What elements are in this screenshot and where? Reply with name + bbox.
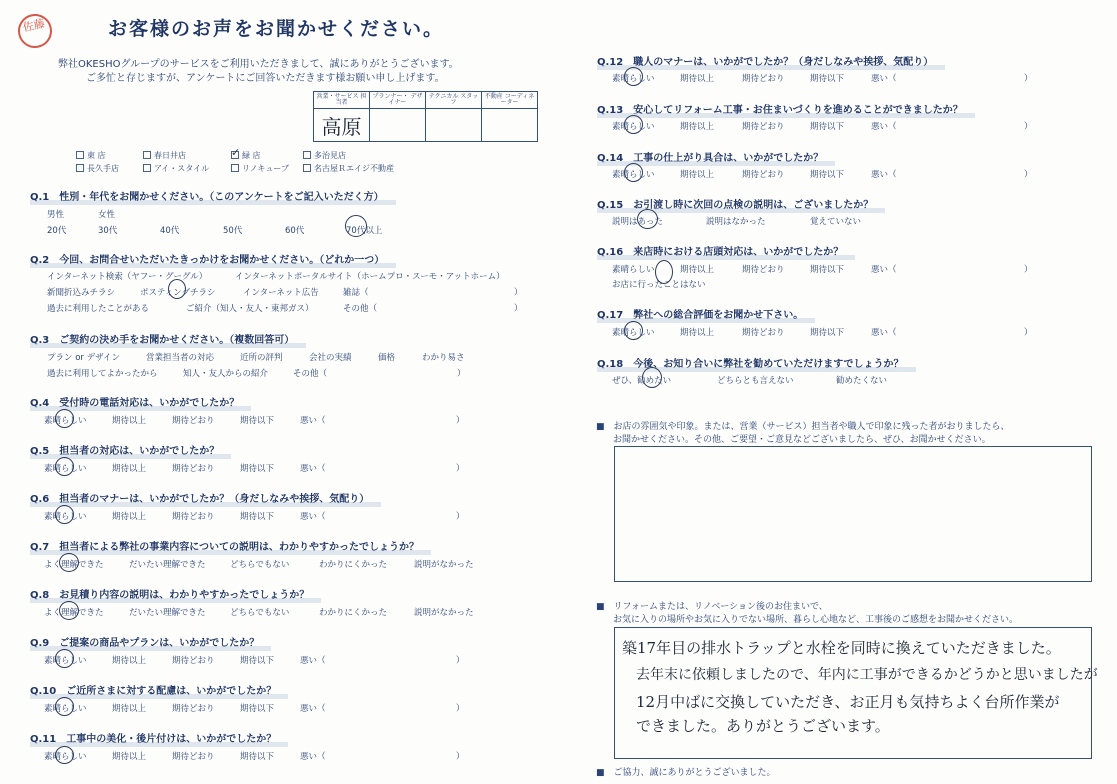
- checkbox[interactable]: [76, 151, 84, 159]
- q7-option-mostly[interactable]: だいたい理解できた: [129, 560, 206, 570]
- q1-gender-male[interactable]: 男性: [47, 210, 65, 220]
- question-q10: Q.10 ご近所さまに対する配慮は、いかがでしたか？: [30, 682, 276, 697]
- q2-option-search[interactable]: インターネット検索（ヤフー・グーグル）: [47, 272, 208, 282]
- q13-close-paren: ）: [1024, 122, 1033, 132]
- q8-option-mostly[interactable]: だいたい理解できた: [129, 608, 206, 618]
- intro-line-2: ご多忙と存じますが、アンケートにご回答いただきます様お願い申し上げます。: [86, 73, 445, 84]
- checkbox[interactable]: [76, 164, 84, 172]
- answer-circle-mark: [655, 260, 673, 284]
- q11-close-paren: ）: [456, 752, 465, 762]
- q3-option-clarity[interactable]: わかり易さ: [422, 353, 465, 363]
- store-option-tajimi[interactable]: 多治見店: [303, 150, 346, 161]
- answer-circle-mark: [55, 409, 74, 428]
- handwritten-line-2: 去年末に依頼しましたので、年内に工事ができるかどうかと思いましたが: [636, 667, 1098, 683]
- q6-rating-bad[interactable]: 悪い（: [300, 512, 326, 522]
- q14-close-paren: ）: [1024, 170, 1033, 180]
- q6-rating-excellent[interactable]: 素晴らしい: [44, 512, 87, 522]
- answer-circle-mark: [624, 163, 643, 182]
- q7-option-neither[interactable]: どちらでもない: [230, 560, 290, 570]
- q2-other-close-paren: ）: [514, 304, 523, 314]
- question-q13: Q.13 安心してリフォーム工事・お住まいづくりを進めることができましたか？: [597, 101, 963, 116]
- q11-rating-as-expected[interactable]: 期待どおり: [172, 752, 215, 762]
- answer-circle-mark: [59, 553, 79, 572]
- q7-option-understood[interactable]: よく理解できた: [44, 560, 104, 570]
- store-option-nagoya-rage[interactable]: 名古屋Ｒエイジ不動産: [303, 163, 394, 174]
- question-q15: Q.15 お引渡し時に次回の点検の説明は、ございましたか？: [597, 196, 873, 211]
- staff-header-realestate: 不動産 コーディネーター: [482, 92, 538, 109]
- q4-rating-above[interactable]: 期待以上: [112, 416, 147, 426]
- answer-circle-mark: [624, 115, 643, 134]
- q2-option-portal[interactable]: インターネットポータルサイト（ホームプロ・スーモ・アットホーム）: [235, 272, 505, 282]
- question-q8: Q.8 お見積り内容の説明は、わかりやすかったでしょうか？: [30, 586, 309, 601]
- q14-rating-excellent[interactable]: 素晴らしい: [612, 170, 655, 180]
- question-q5: Q.5 担当者の対応は、いかがでしたか？: [30, 442, 219, 457]
- q13-rating-below[interactable]: 期待以下: [810, 122, 845, 132]
- comments2-heading: ■ リフォームまたは、リノベーション後のお住まいで、: [596, 602, 828, 612]
- q14-rating-bad[interactable]: 悪い（: [871, 170, 897, 180]
- q11-rating-above[interactable]: 期待以上: [112, 752, 147, 762]
- checkbox[interactable]: [303, 164, 311, 172]
- question-q4: Q.4 受付時の電話対応は、いかがでしたか？: [30, 394, 239, 409]
- q10-rating-excellent[interactable]: 素晴らしい: [44, 704, 87, 714]
- q11-rating-excellent[interactable]: 素晴らしい: [44, 752, 87, 762]
- answer-circle-mark: [55, 697, 74, 716]
- staff-table: [313, 91, 538, 142]
- q16-rating-above[interactable]: 期待以上: [680, 265, 715, 275]
- q2-option-web-ad[interactable]: インターネット広告: [243, 288, 319, 298]
- handwritten-line-3: 12月中ばに交換していただき、お正月も気持ちよく台所作業が: [636, 693, 1060, 711]
- q4-rating-below[interactable]: 期待以下: [240, 416, 275, 426]
- q7-option-none[interactable]: 説明がなかった: [414, 560, 474, 570]
- question-q16: Q.16 来店時における店頭対応は、いかがでしたか？: [597, 243, 843, 258]
- answer-circle-mark: [345, 215, 367, 237]
- q13-rating-above[interactable]: 期待以上: [680, 122, 715, 132]
- q7-option-unclear[interactable]: わかりにくかった: [319, 560, 388, 570]
- question-q12: Q.12 職人のマナーは、いかがでしたか？（身だしなみや挨拶、気配り）: [597, 53, 933, 68]
- checkbox[interactable]: [143, 151, 151, 159]
- q1-age-70s-plus[interactable]: 70代以上: [346, 226, 383, 236]
- store-option-midori[interactable]: ✓ 緑 店: [231, 146, 261, 160]
- q6-rating-below[interactable]: 期待以下: [240, 512, 275, 522]
- q8-option-understood[interactable]: よく理解できた: [44, 608, 104, 618]
- question-q6: Q.6 担当者のマナーは、いかがでしたか？（身だしなみや挨拶、気配り）: [30, 490, 369, 505]
- q8-option-neither[interactable]: どちらでもない: [230, 608, 290, 618]
- check-mark-icon: ✓: [231, 146, 241, 159]
- q9-rating-excellent[interactable]: 素晴らしい: [44, 656, 87, 666]
- answer-circle-mark: [55, 505, 74, 524]
- checkbox[interactable]: [143, 164, 151, 172]
- q12-rating-above[interactable]: 期待以上: [680, 74, 715, 84]
- q11-rating-below[interactable]: 期待以下: [240, 752, 275, 762]
- checkbox[interactable]: [303, 151, 311, 159]
- q10-close-paren: ）: [456, 704, 465, 714]
- store-option-kasugai[interactable]: 春日井店: [143, 150, 186, 161]
- q13-rating-as-expected[interactable]: 期待どおり: [742, 122, 785, 132]
- answer-circle-mark: [59, 601, 79, 620]
- q17-rating-below[interactable]: 期待以下: [810, 328, 845, 338]
- q3-option-past-good[interactable]: 過去に利用してよかったから: [47, 369, 158, 379]
- seal-stamp: 佐藤: [15, 11, 55, 51]
- q2-option-newspaper[interactable]: 新聞折込みチラシ: [47, 288, 116, 298]
- q1-age-30s[interactable]: 30代: [98, 226, 118, 236]
- q3-option-track-record[interactable]: 会社の実績: [309, 353, 352, 363]
- q1-age-60s[interactable]: 60代: [285, 226, 305, 236]
- q18-option-neutral[interactable]: どちらとも言えない: [717, 376, 794, 386]
- q17-rating-above[interactable]: 期待以上: [680, 328, 715, 338]
- q2-option-other[interactable]: その他（: [343, 304, 378, 314]
- q6-rating-above[interactable]: 期待以上: [112, 512, 147, 522]
- q1-age-20s[interactable]: 20代: [47, 226, 67, 236]
- comments1-subheading: お聞かせください。その他、ご要望・ご意見などございましたら、ぜひ、お聞かせください。: [613, 435, 991, 445]
- answer-circle-mark: [55, 649, 74, 668]
- question-q1: Q.1 性別・年代をお聞かせください。（このアンケートをご記入いただく方）: [30, 188, 384, 203]
- q1-age-40s[interactable]: 40代: [160, 226, 180, 236]
- q3-option-sales-rep[interactable]: 営業担当者の対応: [146, 353, 215, 363]
- q1-age-50s[interactable]: 50代: [223, 226, 243, 236]
- q8-option-unclear[interactable]: わかりにくかった: [319, 608, 388, 618]
- q2-option-referral[interactable]: ご紹介（知人・友人・東邦ガス）: [186, 304, 314, 314]
- q14-rating-above[interactable]: 期待以上: [680, 170, 715, 180]
- staff-header-sales: 営業・サービス 担当者: [314, 92, 370, 109]
- q3-option-reputation[interactable]: 近所の評判: [240, 353, 283, 363]
- q9-close-paren: ）: [456, 656, 465, 666]
- q6-rating-as-expected[interactable]: 期待どおり: [172, 512, 215, 522]
- staff-planner-name[interactable]: [370, 109, 426, 142]
- q17-close-paren: ）: [1024, 328, 1033, 338]
- q18-option-not-recommend[interactable]: 勧めたくない: [836, 376, 888, 386]
- q17-rating-as-expected[interactable]: 期待どおり: [742, 328, 785, 338]
- q15-option-explained[interactable]: 説明はあった: [612, 217, 663, 227]
- answer-circle-mark: [55, 746, 74, 764]
- q14-rating-below[interactable]: 期待以下: [810, 170, 845, 180]
- q3-option-price[interactable]: 価格: [378, 353, 396, 363]
- page-title: お客様のお声をお聞かせください。: [108, 18, 445, 40]
- answer-circle-mark: [624, 67, 643, 86]
- q3-option-plan-design[interactable]: プラン or デザイン: [47, 353, 121, 363]
- q17-rating-bad[interactable]: 悪い（: [871, 328, 897, 338]
- q15-option-dont-remember[interactable]: 覚えていない: [810, 217, 862, 227]
- q5-close-paren: ）: [456, 464, 465, 474]
- q3-option-friend[interactable]: 知人・友人からの紹介: [183, 369, 269, 379]
- question-q2: Q.2 今回、お問合せいただいたきっかけをお聞かせください。（どれか一つ）: [30, 251, 384, 266]
- footer-thanks: ■ ご協力、誠にありがとうございました。: [596, 768, 776, 778]
- question-q9: Q.9 ご提案の商品やプランは、いかがでしたか？: [30, 634, 259, 649]
- q5-rating-as-expected[interactable]: 期待どおり: [172, 464, 215, 474]
- q14-rating-as-expected[interactable]: 期待どおり: [742, 170, 785, 180]
- q10-rating-as-expected[interactable]: 期待どおり: [172, 704, 215, 714]
- answer-circle-mark: [642, 367, 662, 388]
- q16-option-never-visited[interactable]: お店に行ったことはない: [612, 280, 706, 290]
- answer-circle-mark: [55, 457, 74, 476]
- answer-circle-mark: [624, 321, 643, 340]
- staff-sales-name[interactable]: 高原: [314, 109, 370, 142]
- q16-rating-excellent[interactable]: 素晴らしい: [612, 265, 655, 275]
- comments1-heading: ■ お店の雰囲気や印象。または、営業（サービス）担当者や職人で印象に残った者がおりましたら、: [596, 422, 1010, 432]
- question-q11: Q.11 工事中の美化・後片付けは、いかがでしたか？: [30, 730, 276, 745]
- q8-option-none[interactable]: 説明がなかった: [414, 608, 474, 618]
- q4-rating-as-expected[interactable]: 期待どおり: [172, 416, 215, 426]
- q4-rating-excellent[interactable]: 素晴らしい: [44, 416, 87, 426]
- store-option-higashi[interactable]: 東 店: [76, 150, 106, 161]
- handwritten-line-1: 築17年目の排水トラップと水栓を同時に換えていただきました。: [622, 639, 1061, 657]
- q1-gender-female[interactable]: 女性: [98, 210, 116, 220]
- staff-header-planner: プランナー・ デザイナー: [370, 92, 426, 109]
- q16-rating-as-expected[interactable]: 期待どおり: [742, 265, 785, 275]
- staff-realestate-name[interactable]: [482, 109, 538, 142]
- question-q18: Q.18 今後、お知り合いに弊社を勧めていただけますでしょうか？: [597, 355, 904, 370]
- handwritten-line-4: できました。ありがとうございます。: [636, 717, 890, 735]
- store-option-istyle[interactable]: アイ・スタイル: [143, 163, 209, 174]
- q12-rating-as-expected[interactable]: 期待どおり: [742, 74, 785, 84]
- q5-rating-above[interactable]: 期待以上: [112, 464, 147, 474]
- q16-rating-bad[interactable]: 悪い（: [871, 265, 897, 275]
- q13-rating-excellent[interactable]: 素晴らしい: [612, 122, 655, 132]
- comments2-subheading: お気に入りの場所やお気に入りでない場所、暮らし心地など、工事後のご感想をお聞かせください。: [613, 615, 1019, 625]
- q10-rating-bad[interactable]: 悪い（: [300, 704, 326, 714]
- answer-circle-mark: [637, 209, 658, 229]
- checkbox[interactable]: [231, 164, 239, 172]
- staff-technical-name[interactable]: [426, 109, 482, 142]
- q3-other-close-paren: ）: [457, 369, 466, 379]
- q12-rating-excellent[interactable]: 素晴らしい: [612, 74, 655, 84]
- store-option-renocube[interactable]: リノキューブ: [231, 163, 289, 174]
- q17-rating-excellent[interactable]: 素晴らしい: [612, 328, 655, 338]
- q5-rating-excellent[interactable]: 素晴らしい: [44, 464, 87, 474]
- answer-circle-mark: [168, 279, 186, 299]
- q2-option-posting[interactable]: ポスティングチラシ: [140, 288, 216, 298]
- q2-option-magazine[interactable]: 雑誌（: [343, 288, 369, 298]
- question-q3: Q.3 ご契約の決め手をお聞かせください。（複数回答可）: [30, 331, 294, 346]
- question-q7: Q.7 担当者による弊社の事業内容についての説明は、わかりやすかったでしょうか？: [30, 538, 419, 553]
- q9-rating-bad[interactable]: 悪い（: [300, 656, 326, 666]
- q9-rating-above[interactable]: 期待以上: [112, 656, 147, 666]
- q12-close-paren: ）: [1024, 74, 1033, 84]
- q10-rating-above[interactable]: 期待以上: [112, 704, 147, 714]
- q18-option-recommend[interactable]: ぜひ、勧めたい: [612, 376, 672, 386]
- question-q14: Q.14 工事の仕上がり具合は、いかがでしたか？: [597, 149, 823, 164]
- staff-header-technical: テクニカル スタッフ: [426, 92, 482, 109]
- q16-close-paren: ）: [1024, 265, 1033, 275]
- q5-rating-below[interactable]: 期待以下: [240, 464, 275, 474]
- q3-option-other[interactable]: その他（: [293, 369, 328, 379]
- checkbox-checked[interactable]: [231, 146, 241, 159]
- q13-rating-bad[interactable]: 悪い（: [871, 122, 897, 132]
- q12-rating-bad[interactable]: 悪い（: [871, 74, 897, 84]
- q12-rating-below[interactable]: 期待以下: [810, 74, 845, 84]
- q5-rating-bad[interactable]: 悪い（: [300, 464, 326, 474]
- intro-line-1: 弊社OKESHOグループのサービスをご利用いただきまして、誠にありがとうございます。: [58, 59, 459, 70]
- q2-magazine-close-paren: ）: [514, 288, 523, 298]
- q9-rating-below[interactable]: 期待以下: [240, 656, 275, 666]
- question-q17: Q.17 弊社への総合評価をお聞かせ下さい。: [597, 306, 803, 321]
- q9-rating-as-expected[interactable]: 期待どおり: [172, 656, 215, 666]
- q10-rating-below[interactable]: 期待以下: [240, 704, 275, 714]
- q16-rating-below[interactable]: 期待以下: [810, 265, 845, 275]
- q2-option-past-user[interactable]: 過去に利用したことがある: [47, 304, 150, 314]
- q4-close-paren: ）: [456, 416, 465, 426]
- store-option-nagakute[interactable]: 長久手店: [76, 163, 119, 174]
- q11-rating-bad[interactable]: 悪い（: [300, 752, 326, 762]
- q15-option-not-explained[interactable]: 説明はなかった: [706, 217, 766, 227]
- q4-rating-bad[interactable]: 悪い（: [300, 416, 326, 426]
- comments1-textbox[interactable]: [614, 446, 1092, 582]
- q6-close-paren: ）: [456, 512, 465, 522]
